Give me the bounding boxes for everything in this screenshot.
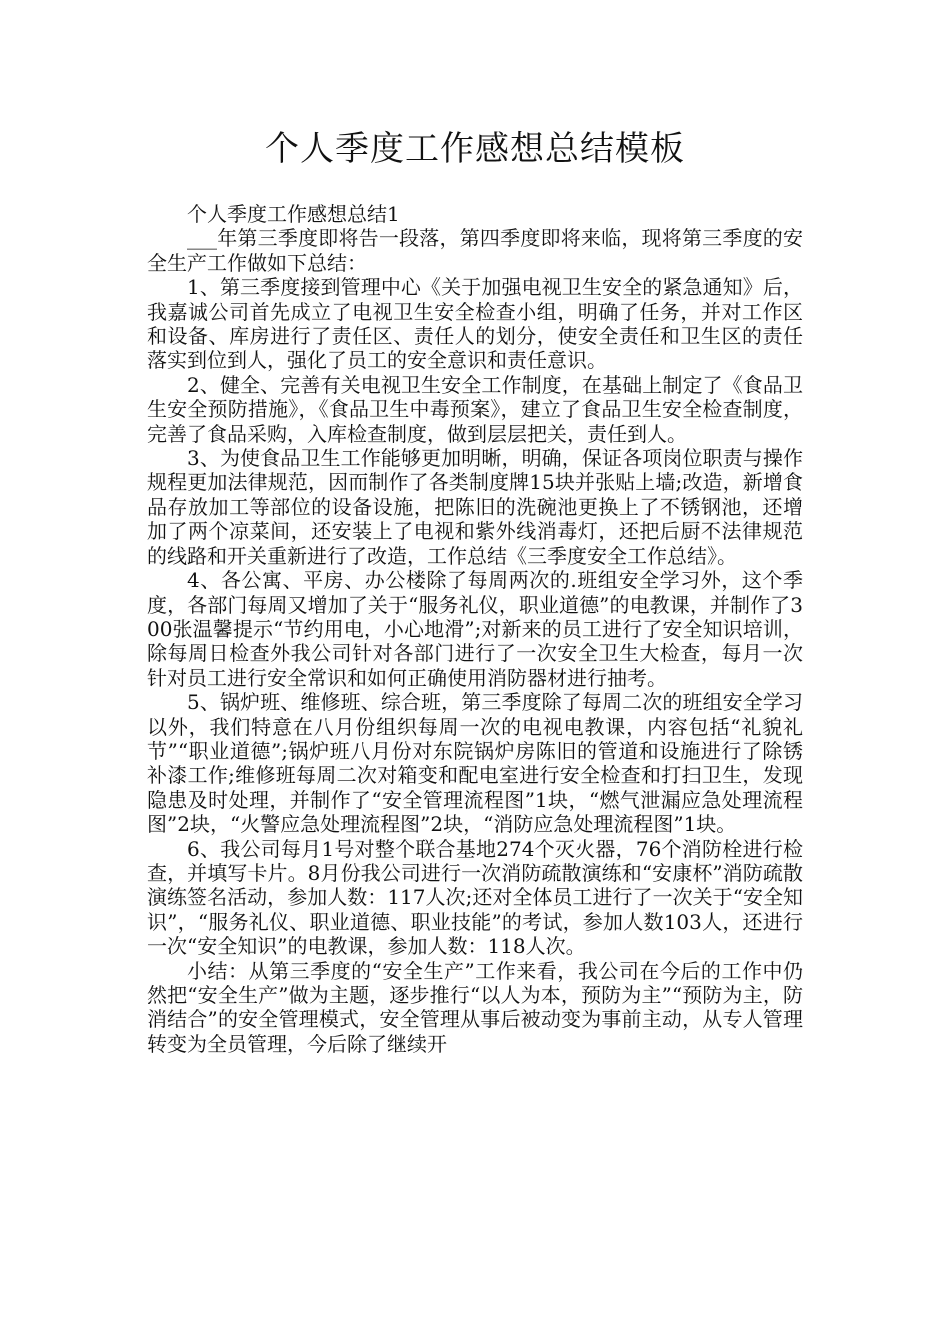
paragraph-item-6: 6、我公司每月1号对整个联合基地274个灭火器，76个消防栓进行检查，并填写卡片。8月份我公司进行一次消防疏散演练和“安康杯”消防疏散演练签名活动，参加人数：117人次;还对全体员工进行了一次关于“安全知识”，“服务礼仪、职业道德、职业技能”的考试，参加人数103人，还进行一次“安全知识”的电教课，参加人数：118人次。 [147,836,803,959]
intro-paragraph: ___年第三季度即将告一段落，第四季度即将来临，现将第三季度的安全生产工作做如下总结： [147,226,803,275]
paragraph-item-3: 3、为使食品卫生工作能够更加明晰，明确，保证各项岗位职责与操作规程更加法律规范，因而制作了各类制度牌15块并张贴上墙;改造，新增食品存放加工等部位的设备设施，把陈旧的洗碗池更换上了不锈钢池，还增加了两个凉菜间，还安装上了电视和紫外线消毒灯，还把后厨不法律规范的线路和开关重新进行了改造，工作总结《三季度安全工作总结》。 [147,446,803,568]
paragraph-item-1: 1、第三季度接到管理中心《关于加强电视卫生安全的紧急通知》后，我嘉诚公司首先成立了电视卫生安全检查小组，明确了任务，并对工作区和设备、库房进行了责任区、责任人的划分，使安全责任和卫生区的责任落实到位到人，强化了员工的安全意识和责任意识。 [147,275,803,373]
paragraph-item-5: 5、锅炉班、维修班、综合班，第三季度除了每周二次的班组安全学习以外，我们特意在八月份组织每周一次的电视电教课，内容包括“礼貌礼节”“职业道德”;锅炉班八月份对东院锅炉房陈旧的管道和设施进行了除锈补漆工作;维修班每周二次对箱变和配电室进行安全检查和打扫卫生，发现隐患及时处理，并制作了“安全管理流程图”1块，“燃气泄漏应急处理流程图”2块，“火警应急处理流程图”2块，“消防应急处理流程图”1块。 [147,690,803,837]
document-body [147,202,803,1056]
paragraph-item-4: 4、各公寓、平房、办公楼除了每周两次的.班组安全学习外，这个季度，各部门每周又增加了关于“服务礼仪，职业道德”的电教课，并制作了300张温馨提示“节约用电，小心地滑”;对新来的员工进行了安全知识培训，除每周日检查外我公司针对各部门进行了一次安全卫生大检查，每月一次针对员工进行安全常识和如何正确使用消防器材进行抽考。 [147,568,803,690]
summary-paragraph: 小结：从第三季度的“安全生产”工作来看，我公司在今后的工作中仍然把“安全生产”做为主题，逐步推行“以人为本，预防为主”“预防为主，防消结合”的安全管理模式，安全管理从事后被动变为事前主动，从专人管理转变为全员管理，今后除了继续开 [147,958,803,1056]
section-heading: 个人季度工作感想总结1 [187,202,400,226]
paragraph-item-2: 2、健全、完善有关电视卫生安全工作制度，在基础上制定了《食品卫生安全预防措施》，《食品卫生中毒预案》，建立了食品卫生安全检查制度，完善了食品采购，入库检查制度，做到层层把关，责任到人。 [147,372,803,446]
document-title: 个人季度工作感想总结模板 [265,129,685,169]
